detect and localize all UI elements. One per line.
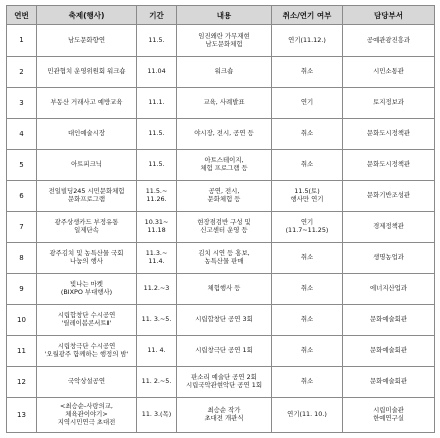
cell-status: 연기	[272, 88, 343, 119]
cell-department: 문화예술회관	[343, 336, 435, 367]
cell-department: 문화도시정책관	[343, 119, 435, 150]
cell-content: 시립합창단 공연 3회	[177, 305, 272, 336]
table-row	[7, 119, 435, 150]
table-row	[7, 88, 435, 119]
cell-department: 생명농업과	[343, 243, 435, 274]
cell-content: 판소리 예술단 공연 2회 시립국악관현악단 공연 1회	[177, 367, 272, 398]
cell-number: 12	[7, 367, 37, 398]
cell-department: 문화예술회관	[343, 367, 435, 398]
cell-event: 대인예술시장	[37, 119, 137, 150]
cell-status: 취소	[272, 367, 343, 398]
cell-status: 연기 (11.7~11.25)	[272, 212, 343, 243]
cell-event: 빛나는 마켓 (BIXPO 부대행사)	[37, 274, 137, 305]
cell-department: 공예관광진흥과	[343, 25, 435, 57]
cell-event: 시립창극단 수시공연 '오월광주 함께하는 행정의 밤'	[37, 336, 137, 367]
cell-number: 13	[7, 398, 37, 433]
table-row	[7, 25, 435, 57]
cell-period: 11. 3.(목)	[137, 398, 177, 433]
cell-number: 6	[7, 181, 37, 212]
header-period: 기간	[137, 6, 177, 25]
table-row	[7, 336, 435, 367]
cell-number: 7	[7, 212, 37, 243]
cell-number: 10	[7, 305, 37, 336]
cell-number: 9	[7, 274, 37, 305]
table-header-row	[7, 6, 435, 25]
cell-status: 취소	[272, 305, 343, 336]
cell-event: 부동산 거래사고 예방교육	[37, 88, 137, 119]
header-content: 내용	[177, 6, 272, 25]
cell-content: 체험행사 등	[177, 274, 272, 305]
cell-status: 취소	[272, 150, 343, 181]
cell-period: 11.5.	[137, 119, 177, 150]
cell-department: 문화기반조성관	[343, 181, 435, 212]
cell-content: 시립창극단 공연 1회	[177, 336, 272, 367]
cell-department: 문화예술회관	[343, 305, 435, 336]
cell-period: 11.5.	[137, 150, 177, 181]
cell-period: 11. 2.~5.	[137, 367, 177, 398]
cell-period: 11. 3.~5.	[137, 305, 177, 336]
cell-content: 김치 시연 등 홍보, 농특산물 판매	[177, 243, 272, 274]
cell-content: 아트스테이지, 체험 프로그램 등	[177, 150, 272, 181]
table-row	[7, 274, 435, 305]
cell-period: 11.04	[137, 57, 177, 88]
cell-event: 시립합창단 수시공연 '릴레이봄콘서트Ⅱ'	[37, 305, 137, 336]
cell-period: 11. 4.	[137, 336, 177, 367]
cell-status: 연기(11.12.)	[272, 25, 343, 57]
cell-event: 국악상설공연	[37, 367, 137, 398]
cell-period: 10.31~ 11.18	[137, 212, 177, 243]
header-event: 축제(행사)	[37, 6, 137, 25]
cell-department: 시립미술관 한예연구실	[343, 398, 435, 433]
header-department: 담당부서	[343, 6, 435, 25]
cell-number: 1	[7, 25, 37, 57]
table-row	[7, 367, 435, 398]
cell-period: 11.1.	[137, 88, 177, 119]
cell-period: 11.5.~ 11.26.	[137, 181, 177, 212]
table-row	[7, 398, 435, 433]
cell-number: 3	[7, 88, 37, 119]
cell-number: 11	[7, 336, 37, 367]
header-status: 취소/연기 여부	[272, 6, 343, 25]
cell-content: 임진왜란 가무재현 남도문화체험	[177, 25, 272, 57]
cell-department: 에너지산업과	[343, 274, 435, 305]
cell-department: 문화도시정책관	[343, 150, 435, 181]
cell-status: 취소	[272, 274, 343, 305]
cell-event: 광주김치 및 농특산물 국회 나눔의 행사	[37, 243, 137, 274]
cell-event: <최승순-사랑의교, 체육관이야기> 지역시민연극 초대전	[37, 398, 137, 433]
cell-event: 광주상생카드 부정유통 일제단속	[37, 212, 137, 243]
table-row	[7, 57, 435, 88]
header-number: 연번	[7, 6, 37, 25]
cell-status: 연기(11. 10.)	[272, 398, 343, 433]
cell-status: 취소	[272, 243, 343, 274]
table-row	[7, 150, 435, 181]
cell-status: 11.5(토) 행사만 연기	[272, 181, 343, 212]
cell-event: 남도문화향연	[37, 25, 137, 57]
cell-period: 11.3.~ 11.4.	[137, 243, 177, 274]
cell-content: 최승순 작가 초대전 개관식	[177, 398, 272, 433]
cell-content: 야시장, 전시, 공연 등	[177, 119, 272, 150]
cell-number: 5	[7, 150, 37, 181]
cell-event: 전일빌딩245 시민문화체험 문화프로그램	[37, 181, 137, 212]
cell-department: 시민소통관	[343, 57, 435, 88]
cell-content: 워크숍	[177, 57, 272, 88]
cell-department: 경제정책관	[343, 212, 435, 243]
cell-status: 취소	[272, 119, 343, 150]
cell-period: 11.2.~3	[137, 274, 177, 305]
table-row	[7, 212, 435, 243]
cell-event: 민관협치 운영위원회 워크숍	[37, 57, 137, 88]
cell-status: 취소	[272, 336, 343, 367]
cell-number: 8	[7, 243, 37, 274]
cell-event: 아트피크닉	[37, 150, 137, 181]
table-row	[7, 181, 435, 212]
cell-content: 교육, 사례발표	[177, 88, 272, 119]
cell-number: 4	[7, 119, 37, 150]
cell-department: 토지정보과	[343, 88, 435, 119]
cell-content: 공연, 전시, 문화체험 등	[177, 181, 272, 212]
event-table-container	[6, 5, 435, 433]
table-row	[7, 305, 435, 336]
cell-number: 2	[7, 57, 37, 88]
cell-period: 11.5.	[137, 25, 177, 57]
event-cancellation-table	[6, 5, 435, 433]
table-row	[7, 243, 435, 274]
cell-status: 취소	[272, 57, 343, 88]
cell-content: 현장점검반 구성 및 신고센터 운영 등	[177, 212, 272, 243]
